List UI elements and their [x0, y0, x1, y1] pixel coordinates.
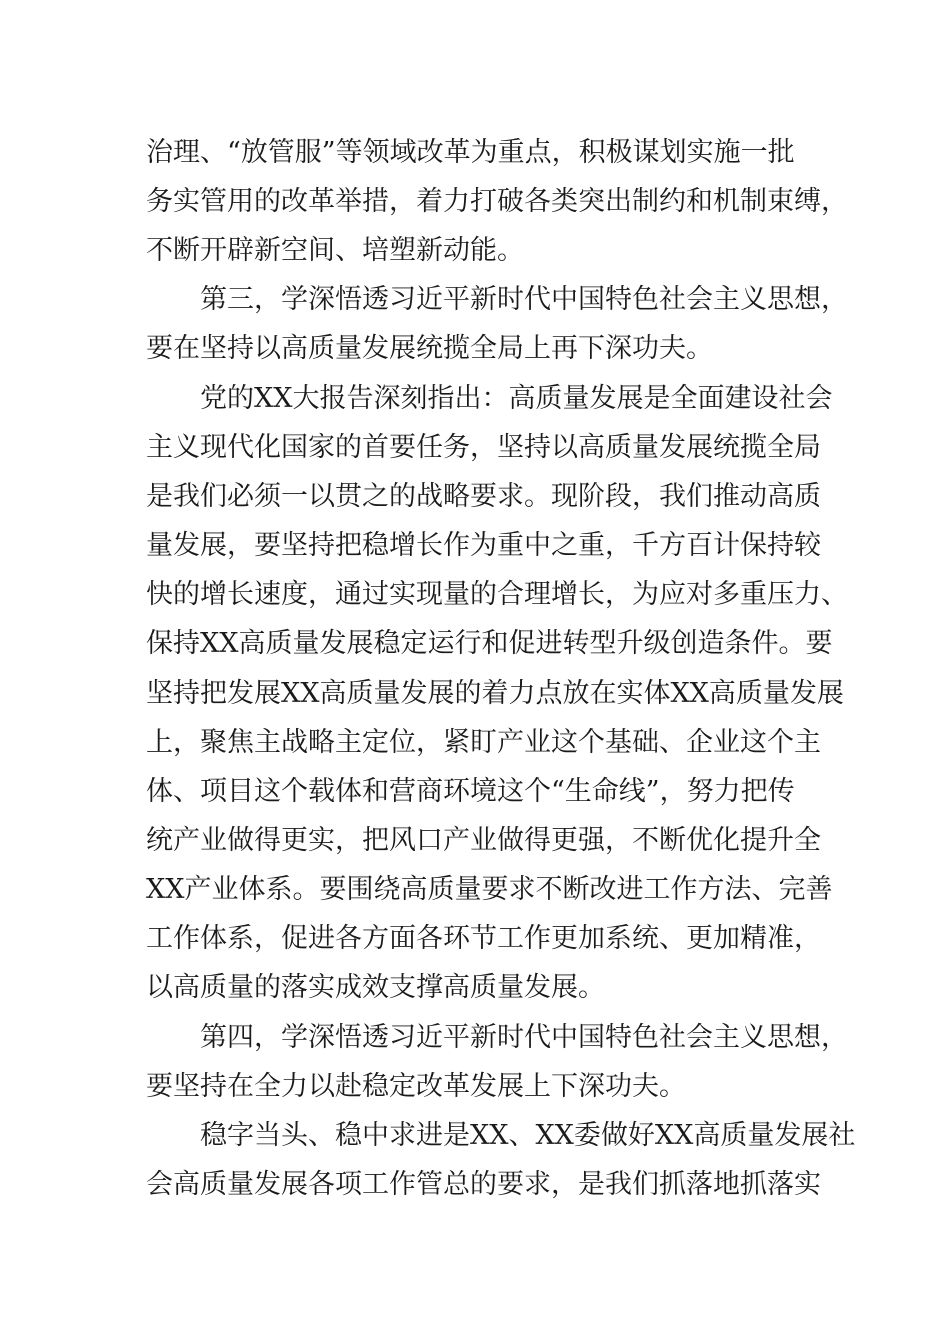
text-line: 工作体系，促进各方面各环节工作更加系统、更加精准，: [146, 923, 821, 954]
section-heading-line: 第三，学深悟透习近平新时代中国特色社会主义思想，: [200, 284, 848, 315]
text-line: 务实管用的改革举措，着力打破各类突出制约和机制束缚，: [146, 186, 848, 217]
section-heading-line: 要坚持在全力以赴稳定改革发展上下深功夫。: [146, 1071, 686, 1102]
text-line: 不断开辟新空间、培塑新动能。: [146, 235, 524, 266]
text-line: 主义现代化国家的首要任务，坚持以高质量发展统揽全局: [146, 432, 821, 463]
text-line: 坚持把发展XX高质量发展的着力点放在实体XX高质量发展: [146, 678, 844, 709]
text-line: 是我们必须一以贯之的战略要求。现阶段，我们推动高质: [146, 481, 821, 512]
text-line: XX产业体系。要围绕高质量要求不断改进工作方法、完善: [146, 874, 833, 905]
text-line: 快的增长速度，通过实现量的合理增长，为应对多重压力、: [146, 579, 848, 610]
text-line: 上，聚焦主战略主定位，紧盯产业这个基础、企业这个主: [146, 727, 821, 758]
text-line: 保持XX高质量发展稳定运行和促进转型升级创造条件。要: [146, 628, 833, 659]
text-line: 以高质量的落实成效支撑高质量发展。: [146, 972, 605, 1003]
text-line: 治理、“放管服”等领域改革为重点，积极谋划实施一批: [146, 137, 795, 168]
section-heading-line: 第四，学深悟透习近平新时代中国特色社会主义思想，: [200, 1022, 848, 1053]
text-line: 会高质量发展各项工作管总的要求，是我们抓落地抓落实: [146, 1169, 821, 1200]
section-heading-line: 要在坚持以高质量发展统揽全局上再下深功夫。: [146, 333, 713, 364]
text-line: 稳字当头、稳中求进是XX、XX委做好XX高质量发展社: [200, 1120, 856, 1151]
text-line: 党的XX大报告深刻指出：高质量发展是全面建设社会: [200, 383, 833, 414]
text-line: 体、项目这个载体和营商环境这个“生命线”，努力把传: [146, 776, 795, 807]
text-line: 量发展，要坚持把稳增长作为重中之重，千方百计保持较: [146, 530, 821, 561]
text-line: 统产业做得更实，把风口产业做得更强，不断优化提升全: [146, 825, 821, 856]
